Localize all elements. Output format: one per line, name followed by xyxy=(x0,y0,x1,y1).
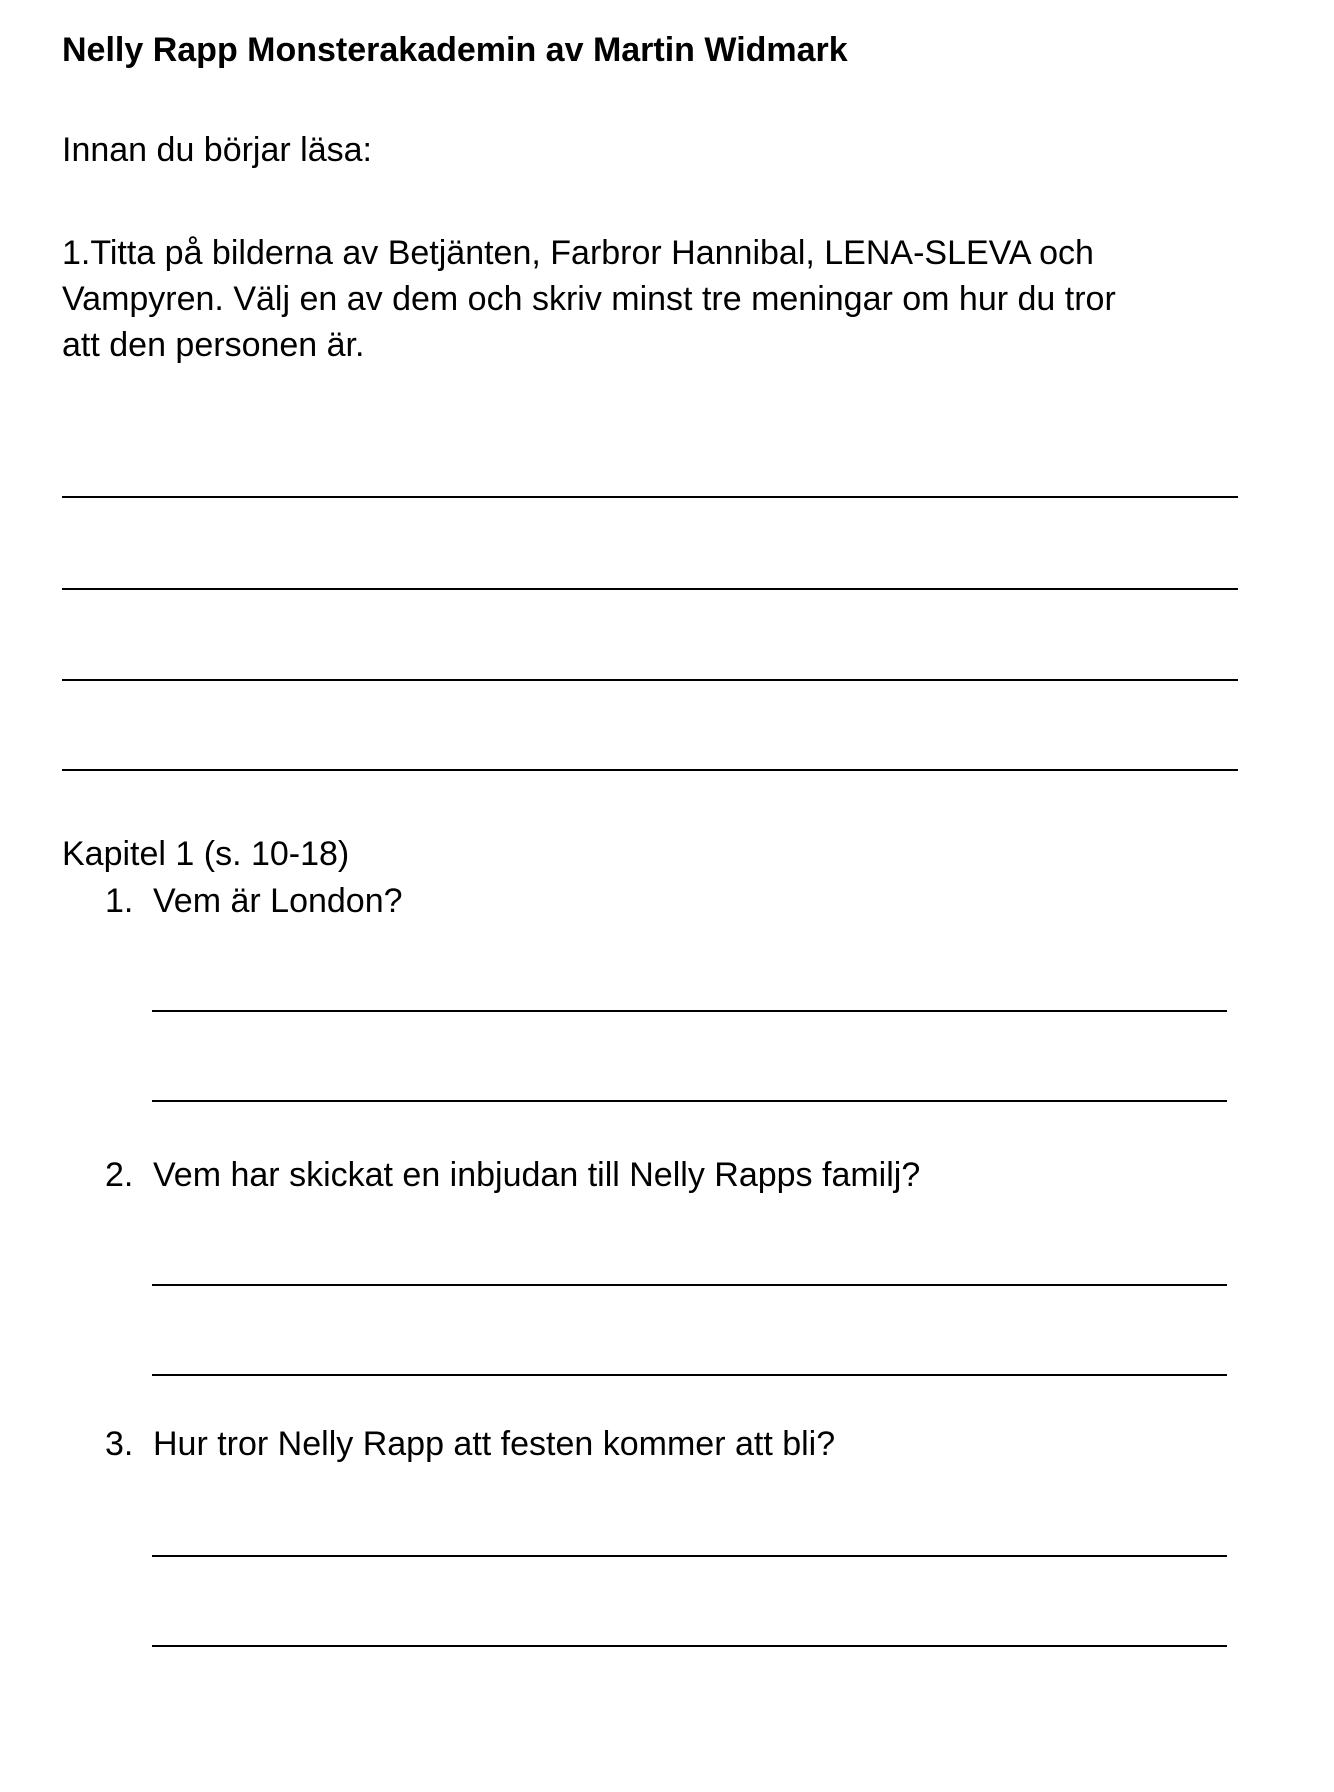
question-text: Vem har skickat en inbjudan till Nelly Rapps familj? xyxy=(153,1156,921,1194)
question-text: Hur tror Nelly Rapp att festen kommer att bli? xyxy=(153,1425,836,1463)
intro-heading: Innan du börjar läsa: xyxy=(62,131,372,169)
question-text: Vem är London? xyxy=(153,882,403,920)
answer-line[interactable] xyxy=(62,679,1238,681)
chapter-heading: Kapitel 1 (s. 10-18) xyxy=(62,835,350,873)
answer-line[interactable] xyxy=(152,1555,1227,1557)
question-2 xyxy=(105,1152,920,1198)
prompt-line-3: att den personen är. xyxy=(62,326,365,364)
worksheet-title: Nelly Rapp Monsterakademin av Martin Widmark xyxy=(62,31,848,69)
answer-line[interactable] xyxy=(62,496,1238,498)
question-3 xyxy=(105,1421,835,1467)
answer-line[interactable] xyxy=(152,1374,1227,1376)
question-number: 2. xyxy=(105,1156,134,1194)
question-number: 3. xyxy=(105,1425,134,1463)
question-1 xyxy=(105,878,403,924)
answer-line[interactable] xyxy=(152,1100,1227,1102)
answer-line[interactable] xyxy=(152,1284,1227,1286)
answer-line[interactable] xyxy=(152,1010,1227,1012)
prompt-line-1: 1.Titta på bilderna av Betjänten, Farbror Hannibal, LENA-SLEVA och xyxy=(62,234,1094,272)
question-number: 1. xyxy=(105,882,134,920)
answer-line[interactable] xyxy=(62,588,1238,590)
answer-line[interactable] xyxy=(152,1645,1227,1647)
prompt-line-2: Vampyren. Välj en av dem och skriv minst tre meningar om hur du tror xyxy=(62,280,1116,318)
answer-line[interactable] xyxy=(62,769,1238,771)
pre-reading-prompt xyxy=(62,230,1242,368)
